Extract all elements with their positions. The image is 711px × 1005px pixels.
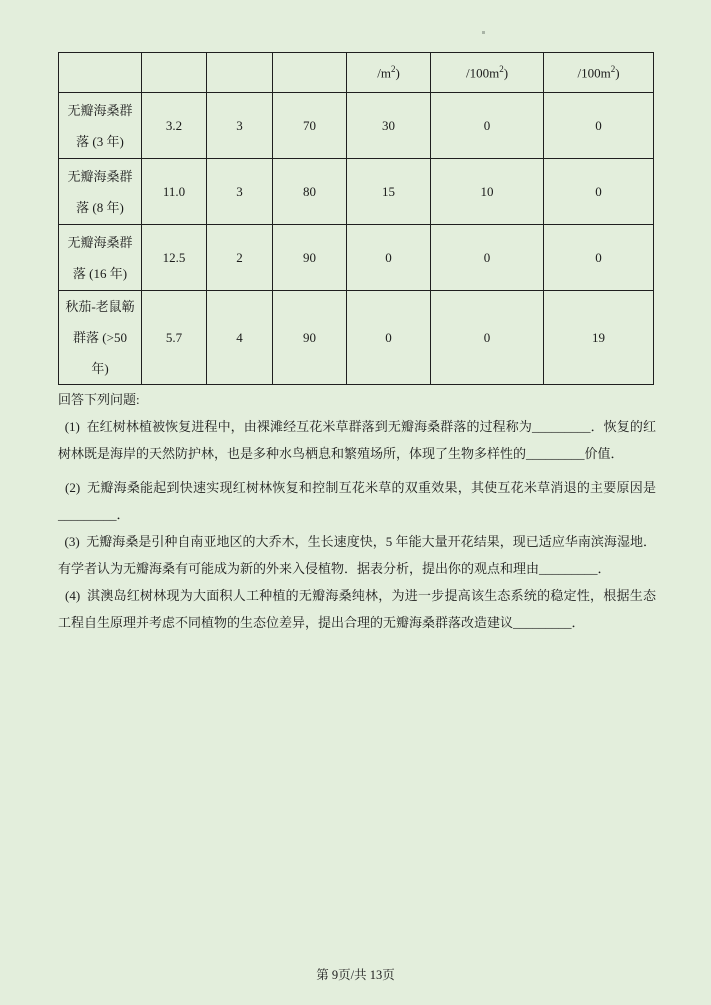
table-cell: 0 xyxy=(431,291,544,385)
row-name-line: 无瓣海桑群 xyxy=(67,234,133,250)
table-cell: 80 xyxy=(273,159,347,225)
unit-text: ) xyxy=(503,65,509,81)
row-name-line: 秋茄-老鼠簕 xyxy=(65,299,135,314)
table-row xyxy=(59,291,654,385)
table-cell: 90 xyxy=(273,225,347,291)
table-cell: 0 xyxy=(431,93,544,159)
table-cell: 0 xyxy=(347,225,431,291)
unit-superscript: 2 xyxy=(499,63,504,74)
question-3: (3) 无瓣海桑是引种自南亚地区的大乔木，生长速度快，5 年能大量开花结果，现已适应华南滨海湿地．有学者认为无瓣海桑有可能成为新的外来入侵植物．据表分析，提出你的观点和理由_________． xyxy=(58,534,656,576)
unit-superscript: 2 xyxy=(390,63,396,74)
table-cell: 3.2 xyxy=(142,93,207,159)
row-name-line: 群落 (>50 xyxy=(73,330,127,345)
table-cell: 70 xyxy=(273,93,347,159)
table-cell: 0 xyxy=(431,225,544,291)
table-cell: 0 xyxy=(544,93,654,159)
table-cell: 10 xyxy=(431,159,544,225)
table-cell: 0 xyxy=(544,159,654,225)
unit-text: /100m xyxy=(465,65,500,81)
header-cell-unit-100m2 xyxy=(544,53,654,93)
question-4: (4) 淇澳岛红树林现为大面积人工种植的无瓣海桑纯林，为进一步提高该生态系统的稳定性，根据生态工程自生原理并考虑不同植物的生态位差异，提出合理的无瓣海桑群落改造建议_________． xyxy=(58,588,657,630)
table-cell: 11.0 xyxy=(142,159,207,225)
table-cell: 0 xyxy=(544,225,654,291)
table-cell: 12.5 xyxy=(142,225,207,291)
community-data-table xyxy=(58,52,654,385)
row-name-cell xyxy=(59,291,142,385)
unit-text: /100m xyxy=(577,65,611,81)
row-name-line: 落 (16 年) xyxy=(72,265,128,281)
question-1: (1) 在红树林植被恢复进程中，由裸滩经互花米草群落到无瓣海桑群落的过程称为_________．恢复的红树林既是海岸的天然防护林，也是多种水鸟栖息和繁殖场所，体现了生物多样性的_________价值． xyxy=(58,419,656,461)
answer-prompt: 回答下列问题: xyxy=(58,392,140,407)
header-cell-empty xyxy=(142,53,207,93)
unit-text: ) xyxy=(395,65,400,81)
unit-text: /m xyxy=(377,65,391,81)
header-cell-empty xyxy=(59,53,142,93)
question-2: (2) 无瓣海桑能起到快速实现红树林恢复和控制互花米草的双重效果，其使互花米草消退的主要原因是_________． xyxy=(58,480,657,522)
table-cell: 30 xyxy=(347,93,431,159)
table-cell: 4 xyxy=(207,291,273,385)
row-name-line: 无瓣海桑群 xyxy=(67,168,133,184)
table-header-row xyxy=(59,53,654,93)
table-cell: 3 xyxy=(207,93,273,159)
row-name-line: 无瓣海桑群 xyxy=(67,102,133,118)
table-row xyxy=(59,93,654,159)
row-name-line: 落 (3 年) xyxy=(76,133,124,149)
table-cell: 0 xyxy=(347,291,431,385)
table-cell: 2 xyxy=(207,225,273,291)
table-cell: 19 xyxy=(544,291,654,385)
header-cell-unit-m2 xyxy=(347,53,431,93)
stray-dot-mark xyxy=(482,31,485,34)
questions-section xyxy=(58,386,656,636)
table-cell: 15 xyxy=(347,159,431,225)
row-name-cell xyxy=(59,225,142,291)
header-cell-unit-100m2 xyxy=(431,53,544,93)
table-cell: 90 xyxy=(273,291,347,385)
row-name-line: 落 (8 年) xyxy=(76,199,124,215)
header-cell-empty xyxy=(273,53,347,93)
table-row xyxy=(59,159,654,225)
row-name-cell xyxy=(59,93,142,159)
row-name-line: 年) xyxy=(91,361,109,376)
row-name-cell xyxy=(59,159,142,225)
header-cell-empty xyxy=(207,53,273,93)
table-cell: 5.7 xyxy=(142,291,207,385)
unit-text: ) xyxy=(615,65,620,81)
table-row xyxy=(59,225,654,291)
table-cell: 3 xyxy=(207,159,273,225)
unit-superscript: 2 xyxy=(610,63,616,74)
page-number-footer: 第 9页/共 13页 xyxy=(316,968,395,982)
